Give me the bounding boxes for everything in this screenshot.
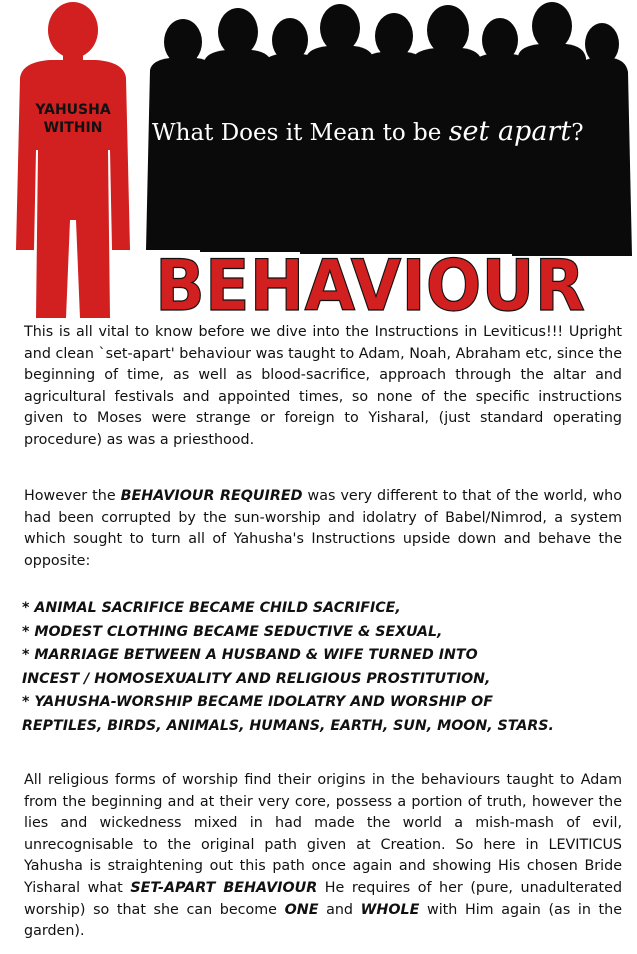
figure-label-line2: WITHIN [43,120,103,136]
p2-rest: was very different to that of the world, who had been corrupted by the sun-worship and idolatry of Babel/Nimrod, a system which sought to turn all of Yahusha's Instructions upside down and behave the opposite: [24,488,622,569]
title-suffix: ? [571,120,584,146]
list-item [22,621,622,645]
list-item [22,691,622,715]
list-item-line: * ANIMAL SACRIFICE BECAME CHILD SACRIFICE, [22,600,401,616]
p3-emphasis-set-apart: SET-APART BEHAVIOUR [130,879,318,896]
list-item-line: * YAHUSHA-WORSHIP BECAME IDOLATRY AND WORSHIP OF [22,694,493,710]
header-banner [0,0,637,318]
p3-emphasis-whole: WHOLE [360,901,420,918]
p2-lead: However the [24,488,121,504]
list-item-continuation [22,668,622,692]
list-item-continuation [22,715,622,739]
intro-paragraph: This is all vital to know before we dive into the Instructions in Leviticus!!! Upright and clean `set-apart' behaviour was taught to Adam, Noah, Abraham etc, since the beginning of time, as well as blood-sacrifice, approach through the altar and agricultural festivals and appointed times, so none of the specific instructions given to Moses were strange or foreign to Yisharal, (just standard operating procedure) as was a priesthood. [24,324,622,448]
p3-emphasis-one: ONE [284,901,319,918]
p3-part1: All religious forms of worship find their origins in the behaviours taught to Adam from the beginning and at their very core, possess a portion of truth, however the lies and wickedness mixed in had made the world a mish-mash of evil, unrecognisable to the original path given at Creation. So here in LEVITICUS Yahusha is straightening out this path once again and showing His chosen Bride Yisharal what [24,772,622,896]
figure-label-line1: YAHUSHA [35,102,111,118]
list-item-line: * MARRIAGE BETWEEN A HUSBAND & WIFE TURNED INTO [22,647,478,663]
closing-paragraph [24,770,622,943]
list-item [22,597,622,621]
title-prefix: What Does it Mean to be [152,120,449,146]
title-emphasis: set apart [448,116,572,147]
headline-behaviour: BEHAVIOUR [155,245,585,318]
banner-title [152,116,584,147]
p3-part3: and [318,901,361,918]
p3-part2: He requires of her (pure, unadulterated worship) so that she can become [24,879,623,918]
behaviour-paragraph [24,486,622,572]
red-figure-silhouette [16,2,130,318]
list-item-line: REPTILES, BIRDS, ANIMALS, HUMANS, EARTH, SUN, MOON, STARS. [22,717,554,734]
p3-part4: with Him again (as in the garden). [24,901,622,940]
banner-graphic [0,0,637,318]
list-item-line: INCEST / HOMOSEXUALITY AND RELIGIOUS PROSTITUTION, [22,670,491,687]
list-item-line: * MODEST CLOTHING BECAME SEDUCTIVE & SEXUAL, [22,623,443,640]
corruption-list [22,597,622,738]
p2-emphasis: BEHAVIOUR REQUIRED [120,488,303,504]
list-item [22,644,622,668]
